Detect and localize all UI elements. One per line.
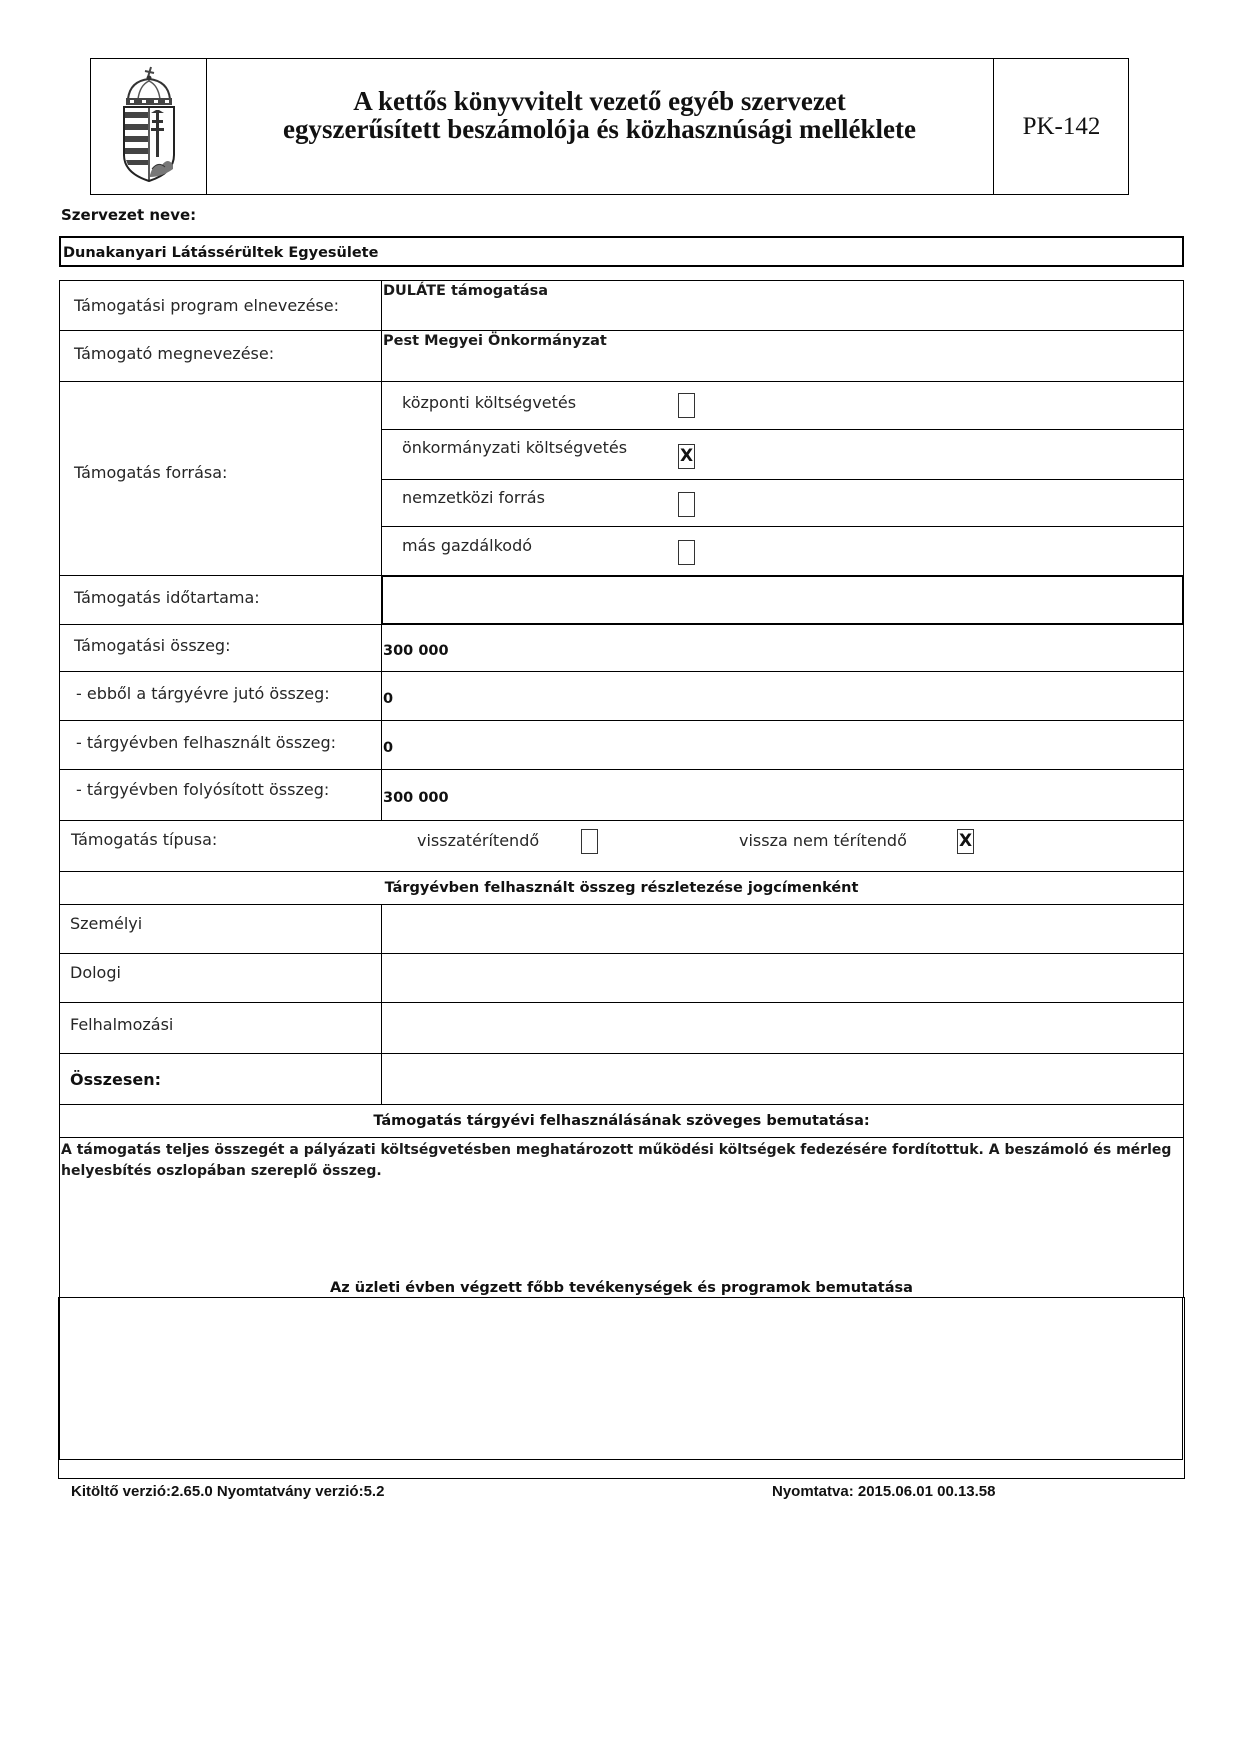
source-checkbox bbox=[678, 393, 695, 418]
amount-value: 300 000 bbox=[381, 769, 1184, 821]
program-name-value: DULÁTE támogatása bbox=[381, 280, 1184, 331]
usage-text-box bbox=[59, 1137, 1184, 1278]
organization-name-field bbox=[59, 236, 1184, 267]
amount-value: 0 bbox=[381, 671, 1184, 721]
duration-value bbox=[381, 575, 1184, 625]
source-option-row bbox=[381, 479, 1184, 527]
source-checkbox bbox=[678, 540, 695, 565]
source-option-row bbox=[381, 381, 1184, 430]
breakdown-label: Felhalmozási bbox=[59, 1002, 382, 1054]
footer-version: Kitöltő verzió:2.65.0 Nyomtatvány verzió:5.2 bbox=[71, 1483, 385, 1500]
amount-label: - tárgyévben felhasznált összeg: bbox=[59, 720, 382, 770]
form-header bbox=[90, 58, 1129, 195]
breakdown-label: Személyi bbox=[59, 904, 382, 954]
source-option-label: önkormányzati költségvetés bbox=[402, 438, 628, 457]
amount-value: 300 000 bbox=[381, 624, 1184, 672]
amount-label: - tárgyévben folyósított összeg: bbox=[59, 769, 382, 821]
duration-label: Támogatás időtartama: bbox=[59, 575, 382, 625]
breakdown-total-value bbox=[381, 1053, 1184, 1105]
grant-type-row bbox=[59, 820, 1184, 872]
amount-label: - ebből a tárgyévre jutó összeg: bbox=[59, 671, 382, 721]
amount-value: 0 bbox=[381, 720, 1184, 770]
grantor-value: Pest Megyei Önkormányzat bbox=[381, 330, 1184, 382]
form-title bbox=[206, 87, 993, 143]
breakdown-heading: Tárgyévben felhasznált összeg részletezése jogcímenként bbox=[59, 871, 1184, 905]
form-code: PK-142 bbox=[1022, 112, 1101, 140]
grant-type-checkbox bbox=[581, 829, 598, 854]
source-option-label: nemzetközi forrás bbox=[402, 488, 545, 507]
grant-type-label: Támogatás típusa: bbox=[71, 830, 218, 849]
source-option-label: más gazdálkodó bbox=[402, 536, 533, 555]
activities-heading: Az üzleti évben végzett főbb tevékenységek és programok bemutatása bbox=[59, 1277, 1184, 1298]
breakdown-total-label: Összesen: bbox=[59, 1053, 382, 1105]
amount-label: Támogatási összeg: bbox=[59, 624, 382, 672]
usage-text: A támogatás teljes összegét a pályázati költségvetésben meghatározott működési költségek fedezésére fordítottuk. A beszámoló és mérleg helyesbítés oszlopában szereplő összeg. bbox=[61, 1142, 1172, 1179]
grant-type-option-label: vissza nem térítendő bbox=[739, 831, 907, 850]
organization-label: Szervezet neve: bbox=[61, 206, 197, 224]
breakdown-label: Dologi bbox=[59, 953, 382, 1003]
grant-type-option-label: visszatérítendő bbox=[417, 831, 540, 850]
breakdown-value bbox=[381, 953, 1184, 1003]
source-checkbox bbox=[678, 492, 695, 517]
activities-text-box bbox=[59, 1297, 1183, 1460]
form-title-line-2: egyszerűsített beszámolója és közhasznúsági melléklete bbox=[283, 114, 916, 144]
grant-type-checkbox-checked: X bbox=[957, 829, 974, 854]
footer-printed-date: Nyomtatva: 2015.06.01 00.13.58 bbox=[772, 1483, 996, 1500]
breakdown-value bbox=[381, 1002, 1184, 1054]
source-option-row bbox=[381, 429, 1184, 480]
logo-cell bbox=[91, 59, 207, 194]
source-option-row bbox=[381, 526, 1184, 576]
source-label: Támogatás forrása: bbox=[59, 381, 382, 576]
organization-name: Dunakanyari Látássérültek Egyesülete bbox=[63, 244, 379, 261]
source-option-label: központi költségvetés bbox=[402, 393, 577, 412]
breakdown-value bbox=[381, 904, 1184, 954]
form-code-cell bbox=[993, 59, 1129, 194]
coat-of-arms-logo bbox=[118, 65, 180, 185]
usage-heading: Támogatás tárgyévi felhasználásának szöveges bemutatása: bbox=[59, 1104, 1184, 1138]
program-name-label: Támogatási program elnevezése: bbox=[59, 280, 382, 331]
source-checkbox-checked: X bbox=[678, 444, 695, 469]
form-title-line-1: A kettős könyvvitelt vezető egyéb szervezet bbox=[353, 86, 846, 116]
grantor-label: Támogató megnevezése: bbox=[59, 330, 382, 382]
